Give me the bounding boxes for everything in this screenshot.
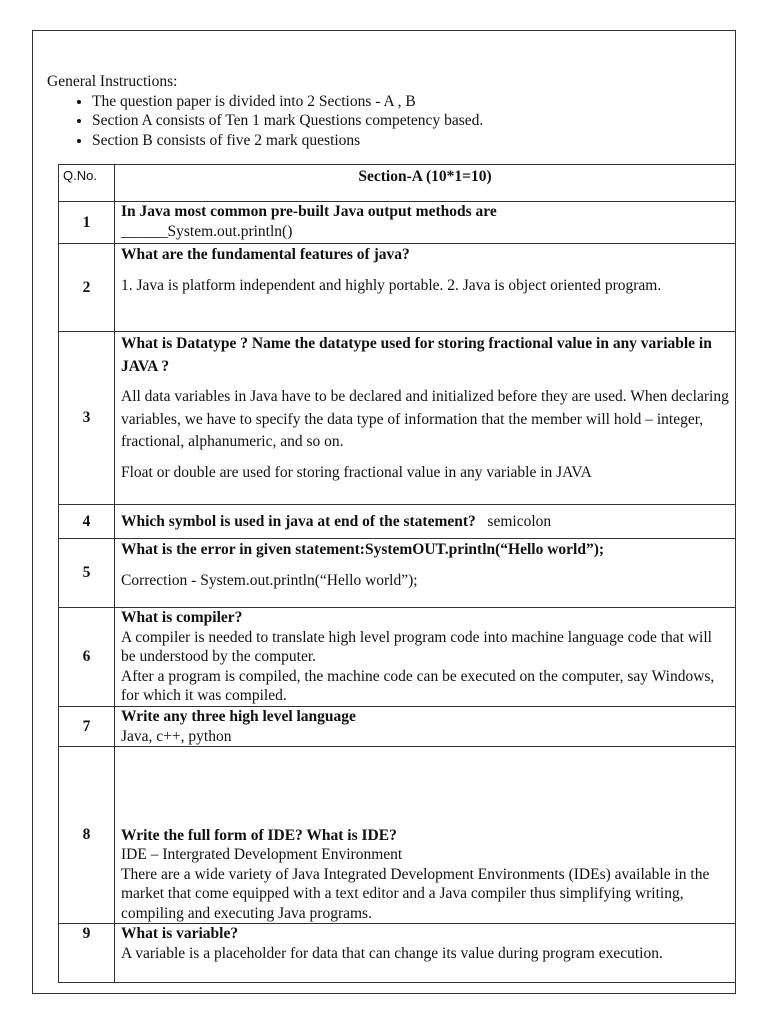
table-row xyxy=(59,747,736,924)
question-number: 3 xyxy=(59,332,115,505)
question-number: 4 xyxy=(59,505,115,539)
question-text: What is compiler? xyxy=(121,609,243,626)
question-number: 6 xyxy=(59,608,115,707)
answer-text: All data variables in Java have to be declared and initialized before they are used. When declaring variables, we have to specify the data type of information that the member will hold – integer, fractional, alphanumeric, and so on. xyxy=(121,388,729,450)
question-number: 2 xyxy=(59,244,115,332)
qno-header: Q.No. xyxy=(59,165,115,202)
question-cell xyxy=(115,539,736,608)
instruction-item: • Section B consists of five 2 mark questions xyxy=(92,131,483,151)
question-text: What is Datatype ? Name the datatype used for storing fractional value in any variable in JAVA ? xyxy=(121,335,712,375)
question-number: 5 xyxy=(59,539,115,608)
table-row xyxy=(59,707,736,747)
question-text: Write the full form of IDE? What is IDE? xyxy=(121,826,397,844)
answer-text: semicolon xyxy=(487,512,552,530)
answer-text: IDE – Intergrated Development Environment xyxy=(121,846,403,863)
table-row xyxy=(59,332,736,505)
answer-text: A compiler is needed to translate high level program code into machine language code that will be understood by the computer. xyxy=(121,628,712,665)
section-a-table xyxy=(58,164,736,983)
section-header: Section-A (10*1=10) xyxy=(115,165,736,202)
answer-text-2: After a program is compiled, the machine code can be executed on the computer, say Windows, for which it was compiled. xyxy=(121,667,715,704)
question-cell xyxy=(115,747,736,924)
instruction-item: • The question paper is divided into 2 Sections - A , B xyxy=(92,92,483,112)
question-cell xyxy=(115,202,736,244)
instructions-list xyxy=(47,92,483,151)
answer-text: Java, c++, python xyxy=(121,727,232,745)
table-row xyxy=(59,924,736,983)
question-cell xyxy=(115,924,736,983)
question-text: What is the error in given statement:SystemOUT.println(“Hello world”); xyxy=(121,541,605,558)
answer-text-2: There are a wide variety of Java Integrated Development Environments (IDEs) available in the market that come equipped with a text editor and a Java compiler thus simplifying writing, compiling and executing Java programs. xyxy=(121,865,710,922)
instruction-item: • Section A consists of Ten 1 mark Questions competency based. xyxy=(92,111,483,131)
table-row xyxy=(59,539,736,608)
table-row xyxy=(59,202,736,244)
answer-text: Correction - System.out.println(“Hello world”); xyxy=(121,572,418,589)
general-instructions xyxy=(47,72,483,150)
answer-text: 1. Java is platform independent and highly portable. 2. Java is object oriented program. xyxy=(121,277,662,294)
question-number: 8 xyxy=(59,747,115,924)
answer-text: ______System.out.println() xyxy=(121,222,293,240)
table-header-row xyxy=(59,165,736,202)
question-cell xyxy=(115,608,736,707)
answer-text: A variable is a placeholder for data that can change its value during program execution. xyxy=(121,944,663,962)
question-number: 7 xyxy=(59,707,115,747)
question-cell xyxy=(115,332,736,505)
table-row xyxy=(59,505,736,539)
question-cell xyxy=(115,707,736,747)
question-text: What is variable? xyxy=(121,925,239,942)
table-row xyxy=(59,608,736,707)
question-text: What are the fundamental features of java? xyxy=(121,246,410,263)
table-row xyxy=(59,244,736,332)
question-text: Write any three high level language xyxy=(121,708,356,725)
question-cell xyxy=(115,505,736,539)
question-text: Which symbol is used in java at end of the statement? xyxy=(121,512,476,530)
question-number: 9 xyxy=(59,924,115,983)
question-number: 1 xyxy=(59,202,115,244)
instructions-title: General Instructions: xyxy=(47,73,178,90)
question-cell xyxy=(115,244,736,332)
question-text: In Java most common pre-built Java output methods are xyxy=(121,203,497,220)
answer-text-2: Float or double are used for storing fractional value in any variable in JAVA xyxy=(121,463,592,481)
